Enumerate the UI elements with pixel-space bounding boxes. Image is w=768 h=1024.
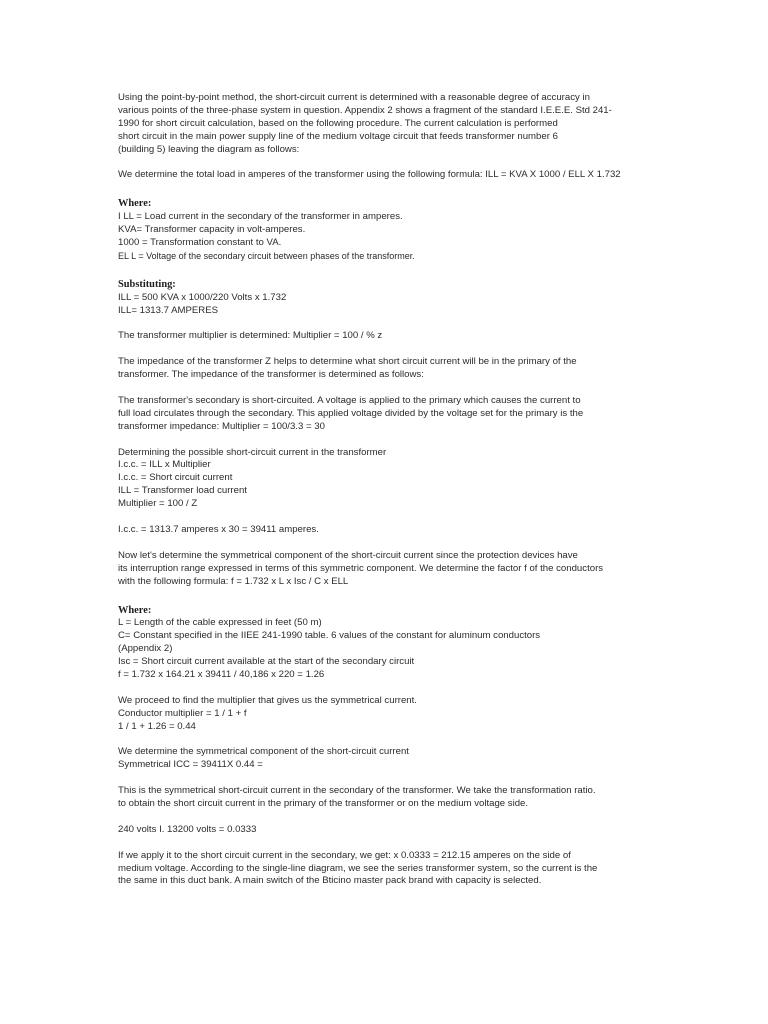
text-line: I LL = Load current in the secondary of the transformer in amperes. bbox=[118, 211, 403, 223]
text-line: We determine the total load in amperes of the transformer using the following formula: ILL = KVA X 1000 / ELL X 1.732 bbox=[118, 169, 621, 181]
text-line: transformer. The impedance of the transformer is determined as follows: bbox=[118, 369, 424, 381]
text-line: EL L = Voltage of the secondary circuit between phases of the transformer. bbox=[118, 250, 415, 261]
final-paragraph bbox=[118, 850, 658, 889]
substituting-heading: Substituting: bbox=[118, 278, 176, 290]
text-line: KVA= Transformer capacity in volt-amperes. bbox=[118, 224, 306, 236]
where-section-2 bbox=[118, 605, 658, 682]
text-line: The transformer multiplier is determined: Multiplier = 100 / % z bbox=[118, 330, 383, 342]
text-line: its interruption range expressed in terms of this symmetric component. We determine the factor f of the conductors bbox=[118, 562, 604, 574]
volts-paragraph bbox=[118, 824, 658, 837]
where-section-1 bbox=[118, 198, 658, 263]
total-load-paragraph bbox=[118, 169, 658, 182]
multiplier-paragraph bbox=[118, 330, 658, 343]
text-line: (Appendix 2) bbox=[118, 643, 173, 655]
text-line: with the following formula: f = 1.732 x L x Isc / C x ELL bbox=[118, 575, 349, 587]
symmetrical-paragraph bbox=[118, 550, 658, 589]
text-line: full load circulates through the secondary. This applied voltage divided by the voltage set for the primary is the bbox=[118, 407, 584, 419]
text-line: Determining the possible short-circuit current in the transformer bbox=[118, 446, 387, 458]
multiplier-sym-paragraph bbox=[118, 695, 658, 734]
text-line: Now let's determine the symmetrical component of the short-circuit current since the protection devices have bbox=[118, 549, 578, 561]
text-line: We determine the symmetrical component of the short-circuit current bbox=[118, 746, 409, 758]
sym-component-paragraph bbox=[118, 746, 658, 772]
text-line: ILL = 500 KVA x 1000/220 Volts x 1.732 bbox=[118, 291, 287, 303]
text-line: Symmetrical ICC = 39411X 0.44 = bbox=[118, 759, 263, 771]
text-line: I.c.c. = ILL x Multiplier bbox=[118, 459, 211, 471]
text-line: short circuit in the main power supply line of the medium voltage circuit that feeds transformer number 6 bbox=[118, 130, 558, 142]
text-line: various points of the three-phase system in question. Appendix 2 shows a fragment of the standard I.E.E.E. Std 241- bbox=[118, 104, 612, 116]
possible-sc-paragraph bbox=[118, 447, 658, 512]
ratio-paragraph bbox=[118, 785, 658, 811]
text-line: ILL= 1313.7 AMPERES bbox=[118, 304, 218, 316]
text-line: This is the symmetrical short-circuit current in the secondary of the transformer. We take the transformation ratio. bbox=[118, 785, 596, 797]
text-line: We proceed to find the multiplier that gives us the symmetrical current. bbox=[118, 694, 417, 706]
where-heading: Where: bbox=[118, 198, 152, 210]
text-line: 1 / 1 + 1.26 = 0.44 bbox=[118, 720, 196, 732]
text-line: Isc = Short circuit current available at the start of the secondary circuit bbox=[118, 656, 415, 668]
substituting-section bbox=[118, 279, 658, 318]
text-line: to obtain the short circuit current in the primary of the transformer or on the medium voltage side. bbox=[118, 798, 529, 810]
text-line: I.c.c. = Short circuit current bbox=[118, 472, 233, 484]
intro-paragraph bbox=[118, 92, 658, 157]
text-line: I.c.c. = 1313.7 amperes x 30 = 39411 amperes. bbox=[118, 524, 319, 535]
text-line: The transformer's secondary is short-circuited. A voltage is applied to the primary which causes the current to bbox=[118, 394, 581, 406]
text-line: f = 1.732 x 164.21 x 39411 / 40,186 x 220 = 1.26 bbox=[118, 669, 325, 681]
text-line: L = Length of the cable expressed in feet (50 m) bbox=[118, 617, 322, 629]
text-line: Using the point-by-point method, the short-circuit current is determined with a reasonable degree of accuracy in bbox=[118, 92, 590, 103]
secondary-paragraph bbox=[118, 395, 658, 434]
text-line: 240 volts I. 13200 volts = 0.0333 bbox=[118, 823, 257, 835]
text-line: the same in this duct bank. A main switch of the Bticino master pack brand with capacity is selected. bbox=[118, 875, 542, 887]
text-line: C= Constant specified in the IIEE 241-1990 table. 6 values of the constant for aluminum conductors bbox=[118, 630, 541, 642]
where-heading: Where: bbox=[118, 604, 152, 616]
impedance-paragraph bbox=[118, 356, 658, 382]
text-line: ILL = Transformer load current bbox=[118, 485, 247, 497]
icc-value-paragraph bbox=[118, 524, 658, 537]
text-line: Conductor multiplier = 1 / 1 + f bbox=[118, 707, 247, 719]
text-line: If we apply it to the short circuit current in the secondary, we get: x 0.0333 = 212.15 amperes on the side of bbox=[118, 849, 571, 861]
document-body bbox=[118, 92, 658, 901]
text-line: Multiplier = 100 / Z bbox=[118, 498, 198, 510]
text-line: medium voltage. According to the single-line diagram, we see the series transformer system, so the current is the bbox=[118, 862, 598, 874]
text-line: (building 5) leaving the diagram as follows: bbox=[118, 143, 300, 155]
text-line: 1990 for short circuit calculation, based on the following procedure. The current calculation is performed bbox=[118, 117, 558, 129]
text-line: transformer impedance: Multiplier = 100/3.3 = 30 bbox=[118, 420, 325, 432]
text-line: The impedance of the transformer Z helps to determine what short circuit current will be in the primary of the bbox=[118, 356, 577, 368]
text-line: 1000 = Transformation constant to VA. bbox=[118, 237, 282, 249]
